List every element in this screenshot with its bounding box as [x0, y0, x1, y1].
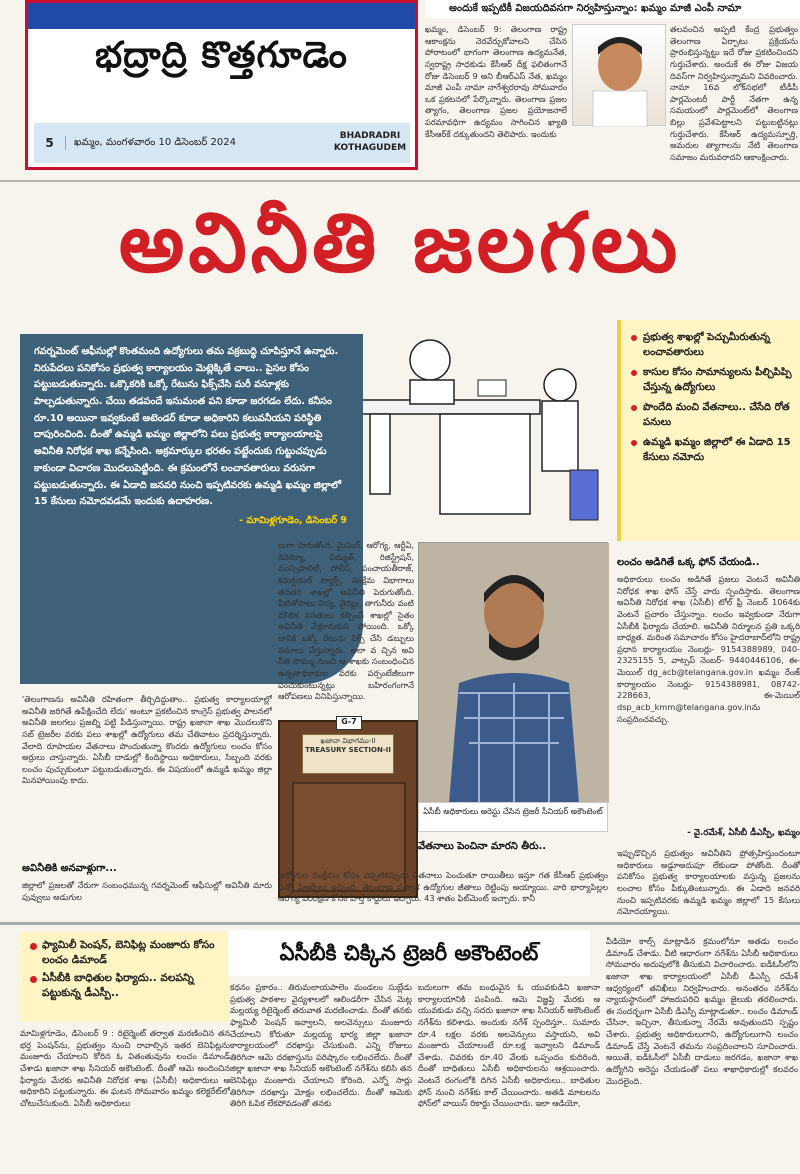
top-story-column-1: ఖమ్మం, డిసెంబర్ 9: తెలంగాణ రాష్ట్ర ఆకాంక్షను నెరవేర్చుకోవాలని చేసిన పోరాటంలో భాగంగా తెలంగాణ ఉద్యమనేత, స్వరాష్ట్ర సాధకుడు కేసీఆర్ దీక్ష ఫలితంగానే రోజు డిసెంబర్ 9 అని బీఆర్ఎస్ నేత, ఖమ్మం మాజీ ఎంపీ నామా నాగేశ్వరరావు సోమవారం ఒక ప్రకటనలో పేర్కొన్నారు. తెలంగాణ ప్రజల త్యాగం, తెలంగాణ ప్రజల ప్రయోజనాలే పరమావధిగా ఉద్యమం సాగించిన ఖ్యాతి కేసీఆర్‌కే దక్కుతుందని తెలిపారు. ఇందుకు	[425, 24, 567, 139]
bullet-icon	[30, 943, 37, 950]
acb-contact-text: అధికారులు లంచం అడిగితే ప్రజలు వెంటనే అవినీతి నిరోధక శాఖ ఫోన్ చేస్తే వారు స్పందిస్తారు. తెలంగాణ అవినీతి నిరోధక శాఖ (ఏసీబీ) టోల్ ఫ్రీ నెంబర్ 1064కు వెంటనే ప్రచారం చేస్తున్నాం. లంచం ఇవ్వకుండా నేరుగా ఏసీబీకి ఫిర్యాదు చేయాలి. అవినీతి నిర్మూలన ప్రతి ఒక్కరి బాధ్యత. మరింత సమాచారం కోసం హైదరాబాద్‌లోని రాష్ట్ర ప్రధాన కార్యాలయం నెంబర్లు- 9154388989, 040-2325155 5, వాట్సప్ నెంబర్- 9440446106, ఈ-మెయిల్ dg_acb@telangana.gov.in ఖమ్మం రేంజ్ కార్యాలయం నెంబర్లు- 9154388981, 08742-228663, ఈ-మెయిల్ dsp_acb_kmm@telangana.gov.inను సంప్రదించవచ్చు.	[617, 574, 800, 724]
door-number-tag: G-7	[336, 716, 362, 730]
salary-text: ఉద్యోగుల సంక్షేమం కోసం ఎప్పటికప్పుడు వేతనాలు పెంచుతూ రాయితీలు ఇస్తూ గత కేసీఆర్ ప్రభుత్వం ఎన్నో పీఆర్సీలు ఇచ్చింది. తెలంగాణ వచ్చాక ఉద్యోగుల జీతాలు రెట్టింపు అయ్యాయి. వారి భార్యాపిల్లల ఆరోగ్య పరిరక్షణ కోసం హెల్త్ కార్డులు ఇచ్చారు. 43 శాతం ఫిట్‌మెంట్ ఇచ్చారు. కానీ	[278, 870, 608, 904]
divider	[0, 180, 800, 182]
right-column-text-2: ఇప్పుడొచ్చిన ప్రభుత్వం అవినీతిని ప్రోత్సహిస్తుందంటూ అధికారులు అడ్డూఅదుపూ లేకుండా పోతోంది. దీంతో పనికోసం ప్రభుత్వ కార్యాలయాలకు వస్తున్న ప్రజలను లంచాల కోసం పీక్కుతింటున్నారు. ఈ ఏడాది జనవరి నుంచి ఇప్పటివరకు ఉమ్మడి ఖమ్మం జిల్లాలో 15 కేసులు నమోదయ్యాయి.	[617, 848, 800, 917]
bottom-highlight-item: ఏసీబీకి బాధితుల ఫిర్యాదు.. వలపన్ని పట్టుకున్న డీఎస్పీ..	[28, 971, 222, 1000]
highlight-item: ప్రభుత్వ శాఖల్లో పెచ్చుమీరుతున్న లంచావతారులు	[631, 330, 792, 360]
masthead-info-bar	[34, 123, 410, 163]
bullet-icon	[631, 335, 637, 341]
edition-date: ఖమ్మం, మంగళవారం 10 డిసెంబర్ 2024	[74, 137, 236, 148]
bullet-icon	[631, 440, 637, 446]
highlight-item: కాసుల కోసం సామాన్యులను పీల్చిపిప్పి చేస్తున్న ఉద్యోగులు	[631, 365, 792, 395]
acb-contact-byline: - వై.రమేశ్, ఏసీబీ డీఎస్పీ, ఖమ్మం	[687, 828, 800, 838]
bottom-headline: ఏసీబీకి చిక్కిన ట్రెజరీ అకౌంటెంట్	[228, 930, 590, 976]
highlight-item: పొందేది మంచి వేతనాలు.. చేసేది రోత పనులు	[631, 400, 792, 430]
accused-photo-caption: ఏసీబీ అధికారులు అరెస్టు చేసిన ట్రెజరీ సీనియర్ అకౌంటెంట్	[418, 802, 608, 832]
middle-column: లుగా సాగుతోంది. మైనింగ్, ఆరోగ్య, ఆర్టీఏ, రెవెన్యూ, విద్యుత్, రిజిస్ట్రేషన్, మున్సిపాలిటీ, పోలీస్, పంచాయతీరాజ్, కమర్షియల్ ట్యాక్స్, సంక్షేమ విభాగాలు తదితర శాఖల్లో అవినీతి పెరుగుతోంది. వీటితోపాటు విద్య, వైద్యం, తాగునీరు వంటి మౌలిక వసతులు కల్పించే శాఖల్లో సైతం అవినీతి వేళ్లూనుకుని పోయింది. ఒక్కో దానికి ఒక్కో రేటును ఫిక్స్ చేసి డబ్బులు వసూలు చేస్తున్నారు. అలా వ చ్చిన అవి నీతి సొమ్ము నుంచి ఆ శాఖకు సంబంధించిన ఉన్నతాధికారుల వరకు పర్సంటేజీలుగా పంచుకుంటున్నట్లు బహిరంగంగానే ఆరోపణలు వినిపిస్తున్నాయి.	[278, 540, 414, 702]
bottom-column-4: వీడియో కాల్స్ మాట్లాడిన క్రమంలోనూ అతడు లంచం డిమాండ్ చేశాడు. వీటి ఆధారంగా నగేశ్‌ను ఏసీబీ అధికారులు సోమవారం అదుపులోకి తీసుకుని విచారించారు. ఐడీఓసీలోని ఖజానా శాఖ కార్యాలయంలో ఏసీబీ డీఎస్పీ రమేశ్ ఆధ్వర్యంలో తనిఖీలు నిర్వహించారు. అనంతరం నగేశ్‌ను న్యాయస్థానంలో హాజరుపరిచి ఖమ్మం జైలుకు తరలించారు. ఈ సందర్భంగా ఏసీబీ డీఎస్పీ మాట్లాడుతూ.. లంచం డిమాండ్ చేసినా, ఇచ్చినా, తీసుకున్నా నేరమే అవుతుందని స్పష్టం చేశారు. ప్రభుత్వ అధికారులుగాని, ఉద్యోగులుగాని లంచం డిమాండ్ చేస్తే వెంటనే తమను సంప్రదించాలని సూచించారు. అయితే, ఐడీఓసీలో ఏసీబీ దాడులు జరగడం, ఖజానా శాఖ ఉద్యోగిని అరెస్టు చేయడంతో పలు శాఖాధికారుల్లో కలవరం మొదలైంది.	[606, 936, 798, 1086]
top-story-headline: అందుకే ఇప్పటికీ విజయదివసగా నిర్వహిస్తున్నాం: ఖమ్మం మాజీ ఎంపీ నామా	[425, 0, 800, 18]
highlight-item: ఉమ్మడి ఖమ్మం జిల్లాలో ఈ ఏడాది 15 కేసులు నమోదు	[631, 435, 792, 465]
treasury-section-sign: ఖజానా విభాగము-II TREASURY SECTION-II	[302, 734, 394, 774]
acb-contact-subhead: లంచం అడిగితే ఒక్క ఫోన్ చేయండి..	[617, 557, 760, 568]
bottom-highlight-item: ఫ్యామిలీ పెంషన్, బెనిఫిట్ల మంజూరు కోసం లంచం డిమాండ్	[28, 938, 222, 967]
bottom-column-1: మామిళ్లగూడెం, డిసెంబర్ 9 : రిటైర్మెంట్ తర్వాత మరణించిన తన భర్త పెంషన్‌ను, ప్రభుత్వం నుంచి రావాల్సిన ఇతర బెనిఫిట్లను మంజూరు చేయాలని కోరిన ఓ వితంతువును లంచం డిమాండ్ చేశాడు ఖజానా శాఖ సీనియర్ అకౌంటెంట్. దీంతో ఆమె అందించిన ఫిర్యాదు మేరకు అవినీతి నిరోధక శాఖ (ఏసీబీ) అధికారులు ఆ అధికారిని పట్టుకున్నారు. ఈ ఘటన సోమవారం ఖమ్మం కలెక్టరేట్‌లో చోటుచేసుకుంది. ఏసీబీ అధికారులు	[20, 1028, 230, 1108]
bullet-icon	[631, 370, 637, 376]
district-name: BHADRADRI KOTHAGUDEM	[333, 131, 407, 153]
highlights-box	[617, 320, 800, 541]
left-column-text-2: జిల్లాలో ప్రజలతో నేరుగా సంబంధమున్న గవర్నమెంట్ ఆఫీసుల్లో అవినీతి మారు పువ్వులు అడుగుల	[22, 880, 272, 902]
bottom-column-2: కథనం ప్రకారం.. తిరుమలాయపాలెం మండలం సుబ్లేడు ప్రభుత్వ పాఠశాల వైద్యశాలలో ఆలిండరీగా చేసిన మెట్ల మల్లయ్య రిటైర్మెంట్ తరువాత మరణించాడు. దీంతో తనకు ఫ్యామిలీ పెంషన్ ఇవ్వాలని, అలవెన్సులు మంజూరు చేయాలని కోరుతూ మల్లయ్య భార్య జిల్లా ఖజానా కార్యాలయంలో దరఖాస్తు చేసుకుంది. ఎన్ని రోజులు తిరిగినా ఆమె దరఖాస్తును పరిష్కారం లభించలేదు. దీంతో జిల్లా ఖజానా శాఖ సీనియర్ అకౌంటెంట్ నగేశ్‌ను కలిసి తన బెనిఫిట్లు మంజూరు చేయాలని కోరింది. ఎన్నో సార్లు తిరిగినా దరఖాస్తు మోక్షం లభించలేదు. దీంతో ఆమెకు తిరిగి ఓపిక లేకపోవడంతో తనకు	[230, 982, 412, 1109]
main-headline: అవినీతి జలగలు	[118, 196, 682, 291]
page-number: 5	[34, 136, 66, 150]
accused-photo	[418, 542, 608, 802]
salary-subhead: వేతనాలు పెంచినా మారని తీరు..	[418, 841, 547, 852]
left-column-subhead: అవినీతికి అనవాళ్లుగా...	[22, 863, 117, 874]
top-story-photo	[572, 24, 666, 126]
masthead-band	[28, 3, 415, 29]
masthead	[25, 0, 418, 170]
bullet-icon	[30, 976, 37, 983]
lead-byline: - మామిళ్లగూడెం, డిసెంబర్ 9	[239, 514, 347, 526]
bottom-column-3: బదులుగా తమ బంధువైన ఓ యువకుడిని ఖజానా కార్యాలయానికి పంపింది. ఆమె విజ్ఞప్తి మేరకు ఆ యువకుడు వచ్చి సదరు ఖజానా శాఖ సీనియర్ అకౌంటెంట్ నగేశ్‌ను కలిశాడు. అందుకు నగేశ్ స్పందిస్తూ.. సుమారు రూ.4 లక్షల వరకు అలవెన్సులు వస్తాయని, అవి మంజూరు చేయాలంటే రూ.లక్ష ఇవ్వాలని డిమాండ్ చేశాడు. చివరకు రూ.40 వేలకు ఒప్పందం కుదిరింది. దీంతో బాధితులు ఏసీబీ అధికారులను ఆశ్రయించారు. వెంటనే రంగంలోకి దిగిన ఏసీబీ అధికారులు.. బాధితుల ఫోన్ నుంచి నగేశ్‌కు కాల్ చేయించారు. అతడి మాటలను ఫోన్‌లో వాయిస్ రికార్డు చేయించారు. ఇలా ఆడియో,	[418, 982, 600, 1109]
bottom-highlights	[20, 932, 230, 1022]
lead-text: గవర్నమెంట్ ఆఫీసుల్లో కొంతమంది ఉద్యోగులు తమ వక్రబుద్ధి చూపిస్తూనే ఉన్నారు. నిరుపేదలు పనికోసం ప్రభుత్వ కార్యాలయం మెట్లెక్కితే చాలు.. పైసల కోసం పట్టుబడుతున్నారు. ఒక్కొకరికి ఒక్కో రేటును ఫిక్స్‌చేసి మరీ వసూళ్లకు పాల్పడుతున్నారు. చేయి తడపందే ఇసుమంత పని కూడా జరగడం లేదు. కనీసం రూ.10 అయినా ఇవ్వకుంటే అటెండర్ కూడా అధికారిని కలువనీయని పరిస్థితి దాపురించింది. దీంతో ఉమ్మడి ఖమ్మం జిల్లాలోని పలు ప్రభుత్వ కార్యాలయాలపై అవినీతి నిరోధక శాఖ కన్నేసింది. అక్రమార్కుల భరతం పట్టేందుకు గుట్టుచప్పుడు కాకుండా విచారణ మొదలుపెట్టింది. ఈ క్రమంలోనే లంచావతారులు వరుసగా పట్టుబడుతున్నారు. ఈ ఏడాది జనవరి నుంచి ఇప్పటివరకు ఉమ్మడి ఖమ్మం జిల్లాలో 15 కేసులు నమోదవడమే ఇందుకు ఉదాహరణ.	[34, 346, 341, 508]
masthead-title: భద్రాద్రి కొత్తగూడెం	[95, 35, 348, 76]
left-column-text: 'తెలంగాణను అవినీతి రహితంగా తీర్చిదిద్దుతాం.. ప్రభుత్వ కార్యాలయాల్లో అవినీతి జరిగితే ఉపేక్షించేది లేదు' అంటూ ప్రకటించిన కాంగ్రెస్ ప్రభుత్వ పాలనలో అవినీతి జలగలు ప్రజల్ని పట్టి పీడిస్తున్నాయి. రాష్ట్ర ఖజానా శాఖ మొదలుకొని సబ్ ట్రెజరీల వరకు పలు శాఖల్లో ఉద్యోగులు తమ చేతివాటం ప్రదర్శిస్తున్నారు. వేలాది రూపాయల వేతనాలు పొందుతున్నా కొందరు ఉద్యోగులు లంచం కోసం అర్రులు చాస్తున్నారు. ఏసీబీ దాడుల్లో కిందిస్థాయి అధికారులు, సిబ్బంది వరకు లంచం పుచ్చుకుంటూ పట్టుబడుతున్నారు. ఈ విషయంలో ఉమ్మడి ఖమ్మం జిల్లా మినహాయింపు కాదు.	[22, 694, 272, 786]
bullet-icon	[631, 405, 637, 411]
section-divider	[0, 922, 800, 925]
top-story-column-2: తలవంచిన అప్పటి కేంద్ర ప్రభుత్వం తెలంగాణ ఏర్పాటు ప్రక్రియను ప్రారంభిస్తున్నట్టు ఇదే రోజు ప్రకటించిందని గుర్తుచేశారు. అందుకే ఈ రోజు విజయ దివస్‌గా నిర్వహిస్తున్నామని వివరించారు. నామా 16వ లోక్‌సభలో టీడీపీ పార్లమెంటరీ పార్టీ నేతగా ఉన్న సమయంలో పార్లమెంట్‌లో తెలంగాణ బిల్లు ప్రవేశపెట్టాలని పట్టుబట్టినట్లు గుర్తుచేశారు. కేసీఆర్ ఉద్యమస్ఫూర్తి, అమరుల త్యాగాలను నేటి తెలంగాణ సమాజం మరువరాదని ఆకాంక్షించారు.	[670, 24, 798, 163]
